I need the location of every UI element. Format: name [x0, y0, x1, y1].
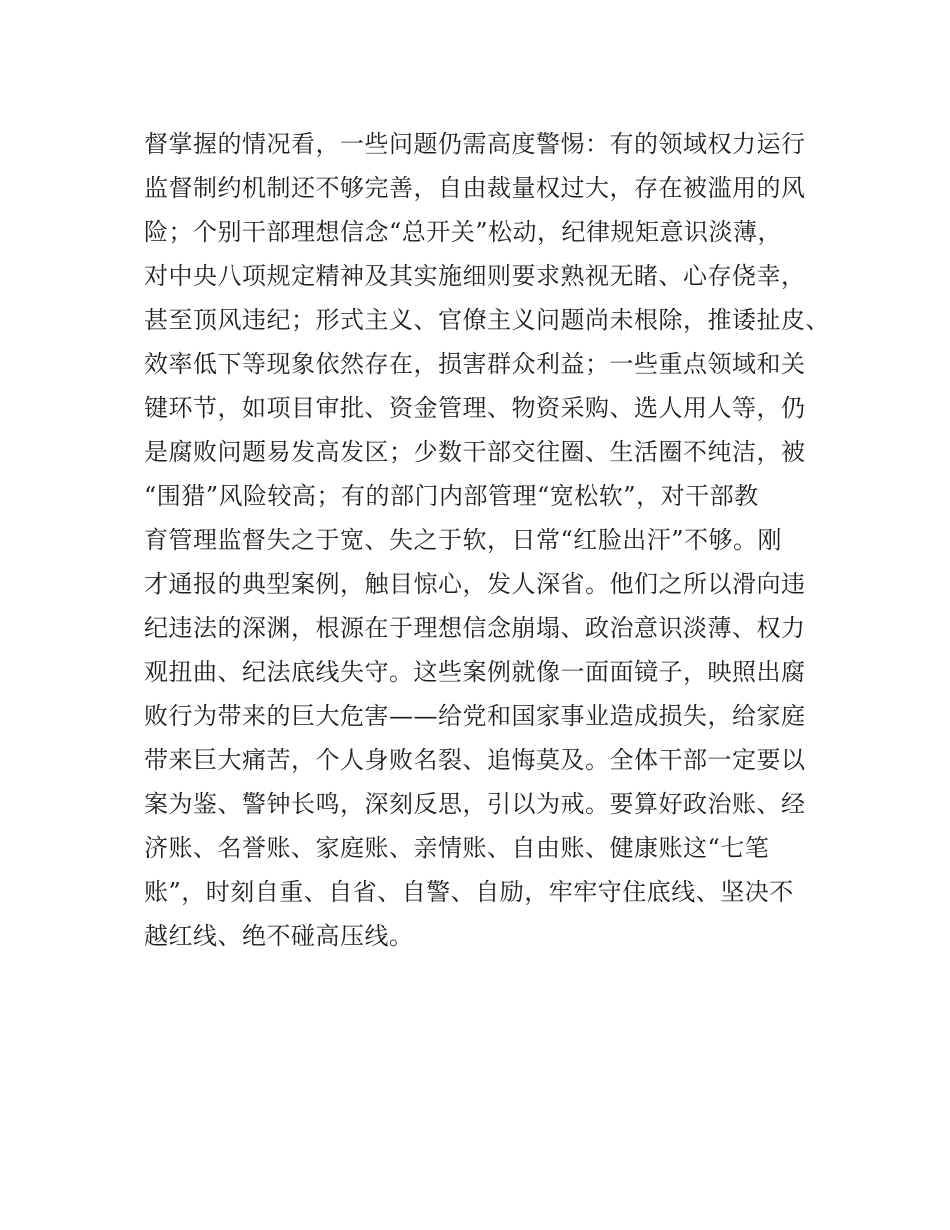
text-line: 纪违法的深渊，根源在于理想信念崩塌、政治意识淡薄、权力 [144, 614, 806, 642]
text-line: 案为鉴、警钟长鸣，深刻反思，引以为戒。要算好政治账、经 [144, 790, 806, 818]
text-line: 带来巨大痛苦，个人身败名裂、追悔莫及。全体干部一定要以 [144, 746, 806, 774]
text-line: 督掌握的情况看，一些问题仍需高度警惕：有的领域权力运行 [144, 130, 806, 158]
text-line: 育管理监督失之于宽、失之于软，日常“红脸出汗”不够。刚 [144, 526, 783, 554]
text-line: 甚至顶风违纪；形式主义、官僚主义问题尚未根除，推诿扯皮、 [144, 306, 830, 334]
text-line: 险；个别干部理想信念“总开关”松动，纪律规矩意识淡薄， [144, 218, 783, 246]
text-line: 越红线、绝不碰高压线。 [144, 922, 414, 950]
text-line: 对中央八项规定精神及其实施细则要求熟视无睹、心存侥幸， [144, 262, 806, 290]
text-line: 观扭曲、纪法底线失守。这些案例就像一面面镜子，映照出腐 [144, 658, 806, 686]
text-line: 才通报的典型案例，触目惊心，发人深省。他们之所以滑向违 [144, 570, 806, 598]
text-line: 监督制约机制还不够完善，自由裁量权过大，存在被滥用的风 [144, 174, 806, 202]
text-line: “围猎”风险较高；有的部门内部管理“宽松软”，对干部教 [144, 482, 759, 510]
text-line: 键环节，如项目审批、资金管理、物资采购、选人用人等，仍 [144, 394, 806, 422]
text-line: 是腐败问题易发高发区；少数干部交往圈、生活圈不纯洁，被 [144, 438, 806, 466]
text-line: 账”，时刻自重、自省、自警、自励，牢牢守住底线、坚决不 [144, 878, 794, 906]
body-paragraph [144, 122, 834, 958]
text-line: 济账、名誉账、家庭账、亲情账、自由账、健康账这“七笔 [144, 834, 770, 862]
text-line: 效率低下等现象依然存在，损害群众利益；一些重点领域和关 [144, 350, 806, 378]
text-line: 败行为带来的巨大危害——给党和国家事业造成损失，给家庭 [144, 702, 806, 730]
